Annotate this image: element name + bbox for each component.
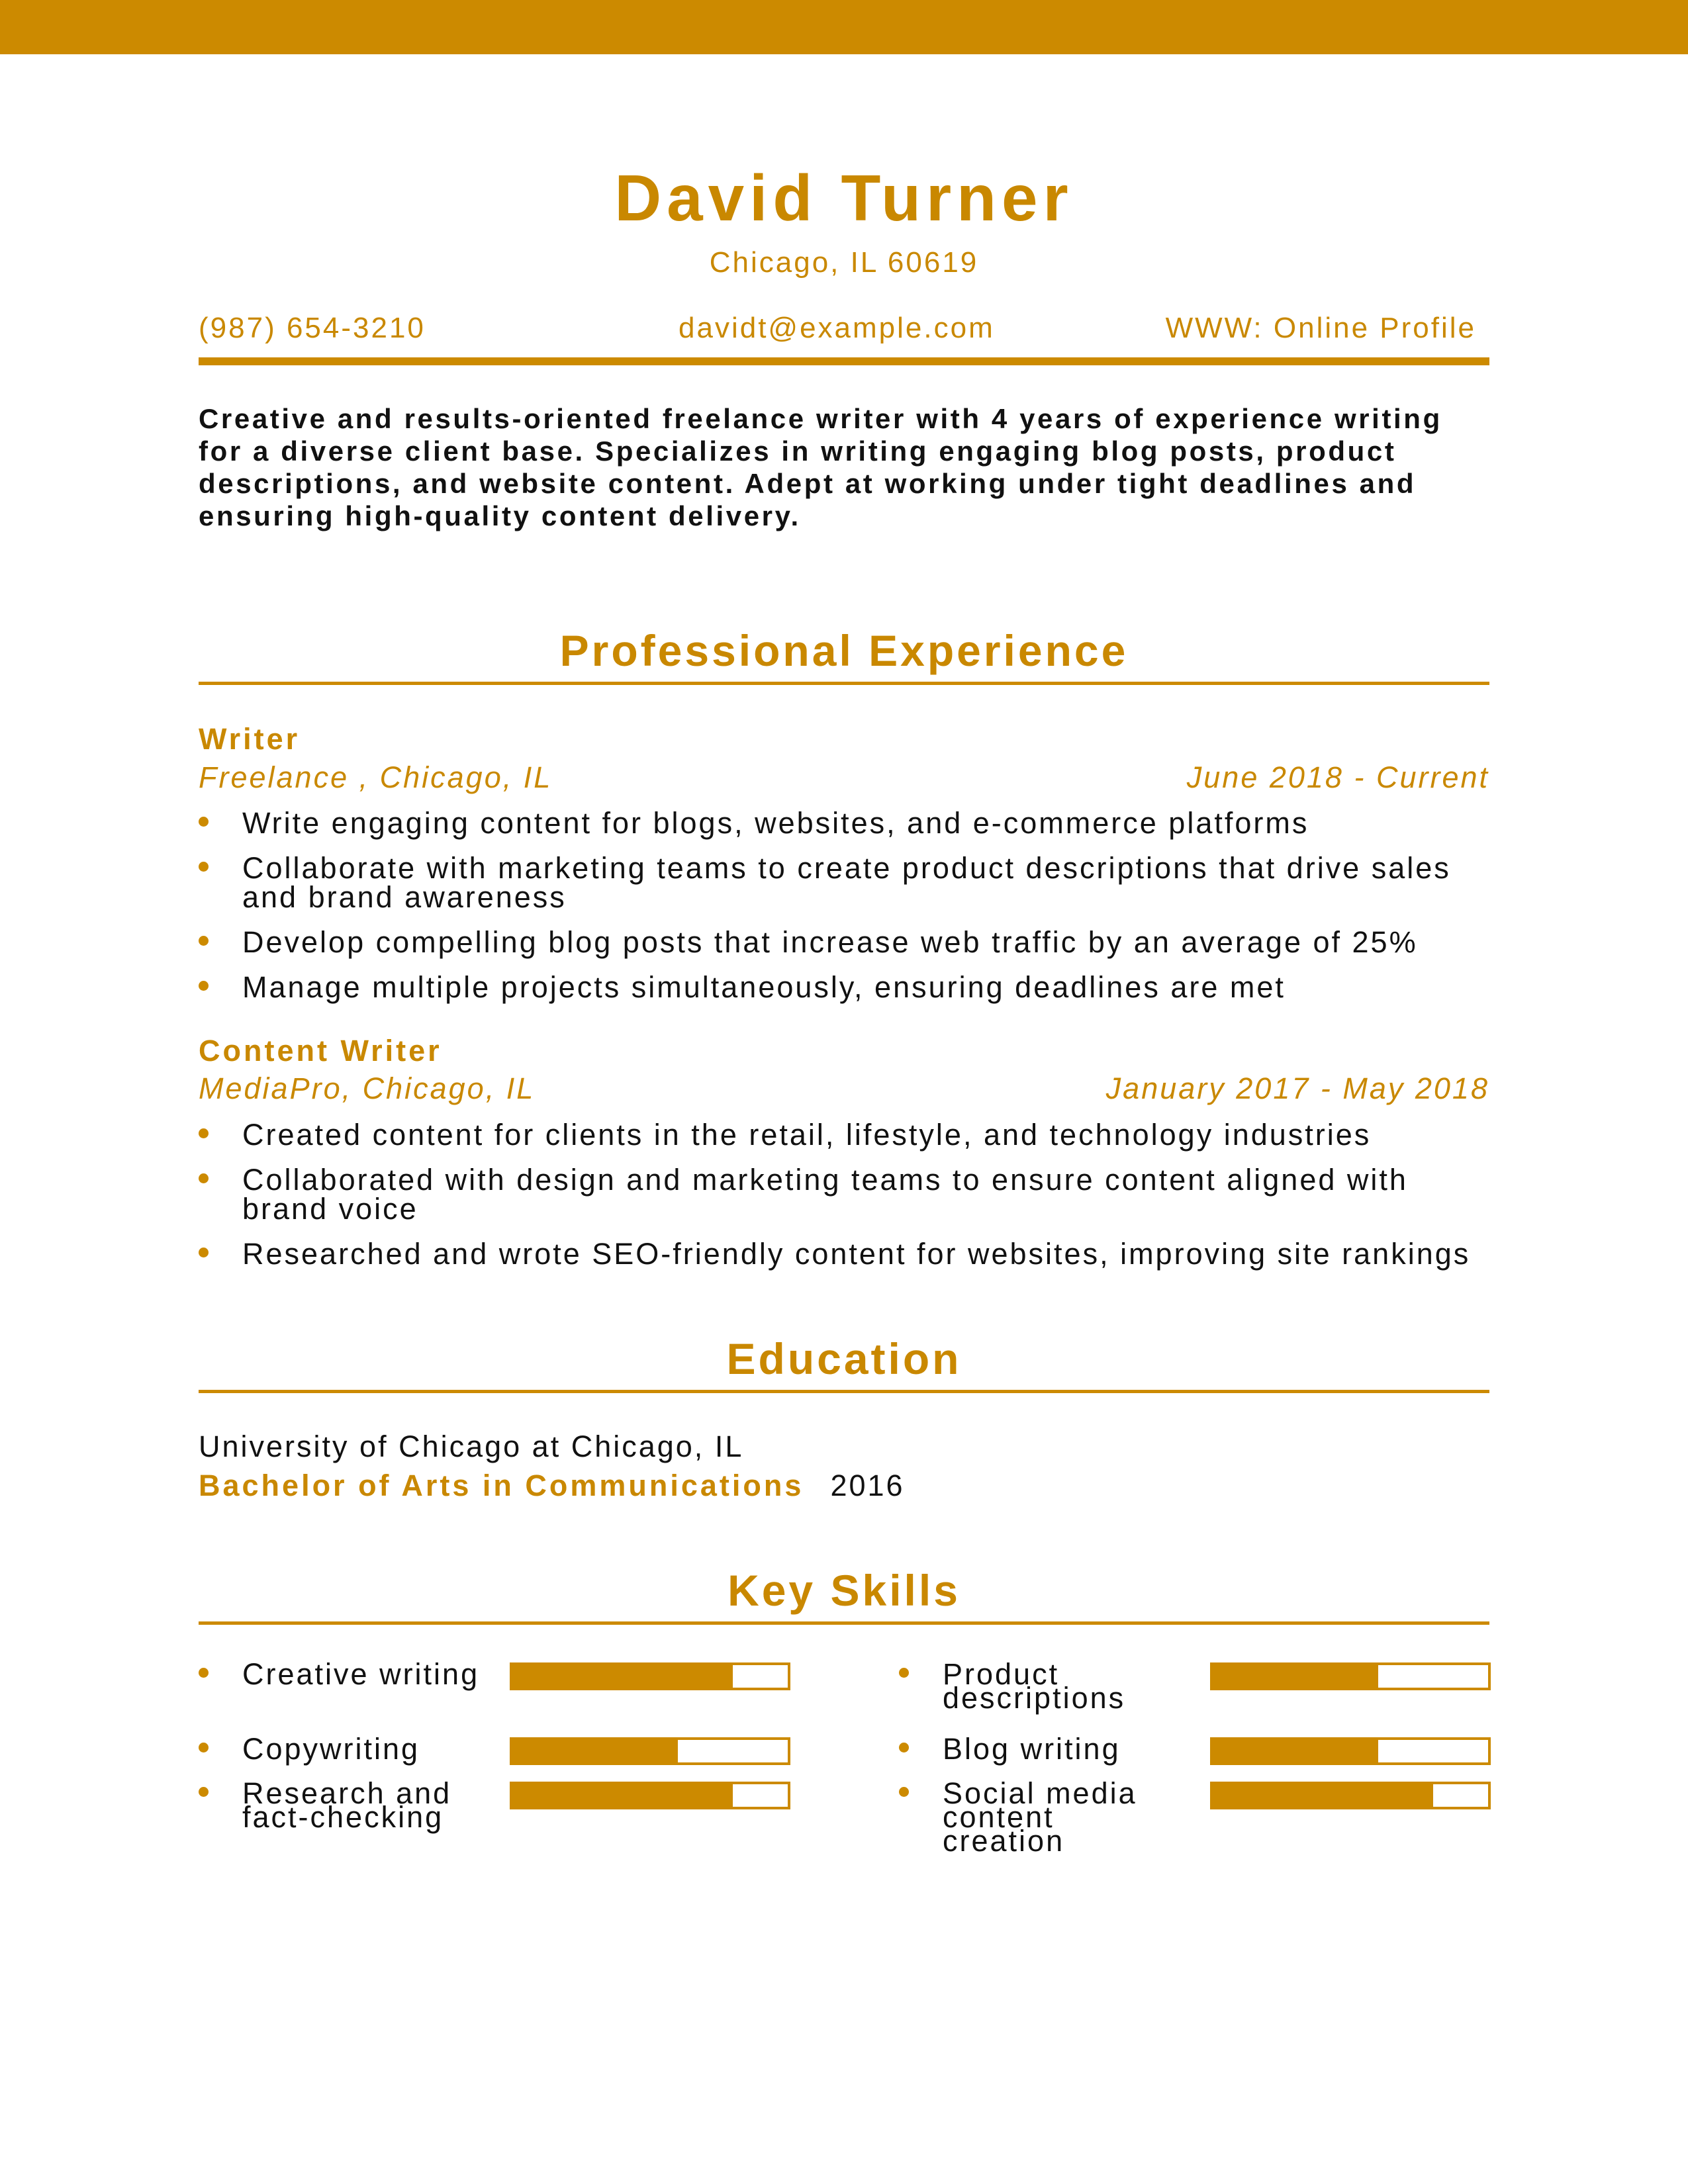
skill-label: Research and fact-checking bbox=[199, 1782, 481, 1829]
professional-summary: Creative and results-oriented freelance writer with 4 years of experience writing for a diverse client base. Specializes in writing engaging blog posts, product descriptions, and website content. Adept at working under tight deadlines and ensuring high-quality content delivery. bbox=[199, 403, 1442, 531]
job-title: Content Writer bbox=[199, 1034, 442, 1068]
education-divider bbox=[199, 1390, 1489, 1393]
education-year: 2016 bbox=[830, 1469, 905, 1502]
candidate-name: David Turner bbox=[614, 161, 1074, 234]
skill-level-bar bbox=[1210, 1737, 1491, 1765]
phone-number: (987) 654-3210 bbox=[199, 312, 426, 344]
experience-divider bbox=[199, 682, 1489, 685]
education-school: University of Chicago at Chicago, IL bbox=[199, 1430, 744, 1463]
list-item: Collaborate with marketing teams to create product descriptions that drive sales and brand awareness bbox=[199, 854, 1489, 912]
skill-label: Product descriptions bbox=[899, 1662, 1181, 1710]
skill-level-bar bbox=[1210, 1782, 1491, 1809]
skill-label: Social media content creation bbox=[899, 1782, 1181, 1853]
job-dates: June 2018 - Current bbox=[1186, 760, 1489, 794]
skill-label: Creative writing bbox=[199, 1662, 481, 1686]
job-title: Writer bbox=[199, 722, 301, 756]
skill-level-bar bbox=[510, 1782, 790, 1809]
list-item: Collaborated with design and marketing teams to ensure content aligned with brand voice bbox=[199, 1165, 1489, 1224]
skills-divider bbox=[199, 1621, 1489, 1625]
top-accent-bar bbox=[0, 0, 1688, 54]
job-company: MediaPro, Chicago, IL bbox=[199, 1071, 536, 1105]
skill-level-fill bbox=[512, 1665, 733, 1688]
job-meta bbox=[199, 762, 1489, 796]
email-link[interactable]: davidt@example.com bbox=[679, 312, 995, 344]
skill-level-fill bbox=[512, 1740, 678, 1762]
job-meta bbox=[199, 1073, 1489, 1107]
list-item: Develop compelling blog posts that increase web traffic by an average of 25% bbox=[199, 928, 1489, 957]
candidate-address: Chicago, IL 60619 bbox=[709, 246, 979, 279]
skill-level-fill bbox=[1213, 1740, 1378, 1762]
skills-heading: Key Skills bbox=[727, 1566, 961, 1615]
skill-level-bar bbox=[510, 1737, 790, 1765]
skill-level-fill bbox=[1213, 1665, 1378, 1688]
skill-level-bar bbox=[1210, 1662, 1491, 1690]
job-company: Freelance , Chicago, IL bbox=[199, 760, 553, 794]
list-item: Researched and wrote SEO-friendly content for websites, improving site rankings bbox=[199, 1240, 1489, 1269]
header-divider bbox=[199, 357, 1489, 365]
skill-level-fill bbox=[512, 1784, 733, 1807]
list-item: Manage multiple projects simultaneously, ensuring deadlines are met bbox=[199, 973, 1489, 1002]
education-degree-row bbox=[199, 1471, 905, 1500]
job-dates: January 2017 - May 2018 bbox=[1105, 1071, 1489, 1105]
education-heading: Education bbox=[726, 1334, 962, 1383]
skill-label: Copywriting bbox=[199, 1737, 481, 1761]
skill-label: Blog writing bbox=[899, 1737, 1181, 1761]
job-bullets bbox=[199, 806, 1489, 1018]
list-item: Created content for clients in the retail, lifestyle, and technology industries bbox=[199, 1120, 1489, 1150]
contact-row bbox=[199, 314, 1489, 347]
skill-level-bar bbox=[510, 1662, 790, 1690]
list-item: Write engaging content for blogs, websites, and e-commerce platforms bbox=[199, 809, 1489, 838]
skill-level-fill bbox=[1213, 1784, 1433, 1807]
education-degree: Bachelor of Arts in Communications bbox=[199, 1469, 804, 1502]
experience-heading: Professional Experience bbox=[559, 626, 1129, 675]
website-link[interactable]: WWW: Online Profile bbox=[1165, 312, 1476, 344]
job-bullets bbox=[199, 1120, 1489, 1285]
